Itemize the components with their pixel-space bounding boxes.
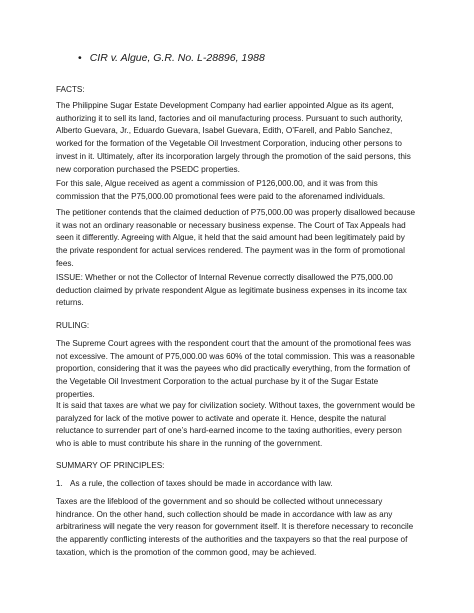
issue-paragraph: ISSUE: Whether or not the Collector of Internal Revenue correctly disallowed the P75,000.00 deduction claimed by private respondent Algue as legitimate business expenses in its income tax returns.: [56, 273, 407, 308]
case-title-text: CIR v. Algue, G.R. No. L-28896, 1988: [89, 52, 265, 64]
facts-heading: FACTS:: [56, 85, 85, 94]
facts-paragraph-2: For this sale, Algue received as agent a commission of P126,000.00, and it was from this commission that the P75,000.00 promotional fees were paid to the aforenamed individuals.: [56, 179, 386, 201]
ruling-paragraph-1: The Supreme Court agrees with the respondent court that the amount of the promotional fees was not excessive. The amount of P75,000.00 was 60% of the total commission. This was a reasonable proportion, considering that it was the payees who did practically everything, from the formation of the Vegetable Oil Investment Corporation to the actual purchase by it of the Sugar Estate properties.: [56, 339, 415, 399]
summary-paragraph-1: Taxes are the lifeblood of the government and so should be collected without unnecessary hindrance. On the other hand, such collection should be made in accordance with law as any arbitrariness will negate the very reason for government itself. It is therefore necessary to reconcile the apparently conflicting interests of the authorities and the taxpayers so that the real purpose of taxation, which is the promotion of the common good, may be achieved.: [56, 497, 414, 557]
list-text: As a rule, the collection of taxes should be made in accordance with law.: [70, 479, 333, 488]
summary-heading: SUMMARY OF PRINCIPLES:: [56, 461, 165, 470]
principle-list-item: [56, 478, 333, 490]
facts-paragraph-3: The petitioner contends that the claimed deduction of P75,000.00 was properly disallowed because it was not an ordinary reasonable or necessary business expense. The Court of Tax Appeals had seen it differently. Agreeing with Algue, it held that the said amount had been legitimately paid by the private respondent for actual services rendered. The payment was in the form of promotional fees.: [56, 208, 416, 268]
bullet-glyph: •: [78, 52, 82, 64]
case-title: [78, 51, 265, 65]
list-number: 1.: [56, 479, 63, 488]
ruling-paragraph-2: It is said that taxes are what we pay for civilization society. Without taxes, the government would be paralyzed for lack of the motive power to activate and operate it. Hence, despite the natural reluctance to surrender part of one’s hard-earned income to the taxing authorities, every person who is able to must contribute his share in the running of the government.: [56, 401, 415, 449]
facts-paragraph-1: The Philippine Sugar Estate Development Company had earlier appointed Algue as its agent, authorizing it to sell its land, factories and oil manufacturing process. Pursuant to such authority, Alberto Guevara, Jr., Eduardo Guevara, Isabel Guevara, Edith, O’Farell, and Pablo Sanchez, worked for the formation of the Vegetable Oil Investment Corporation, inducing other persons to invest in it. Ultimately, after its incorporation largely through the promotion of the said persons, this new corporation purchased the PSEDC properties.: [56, 101, 411, 174]
ruling-heading: RULING:: [56, 321, 90, 330]
